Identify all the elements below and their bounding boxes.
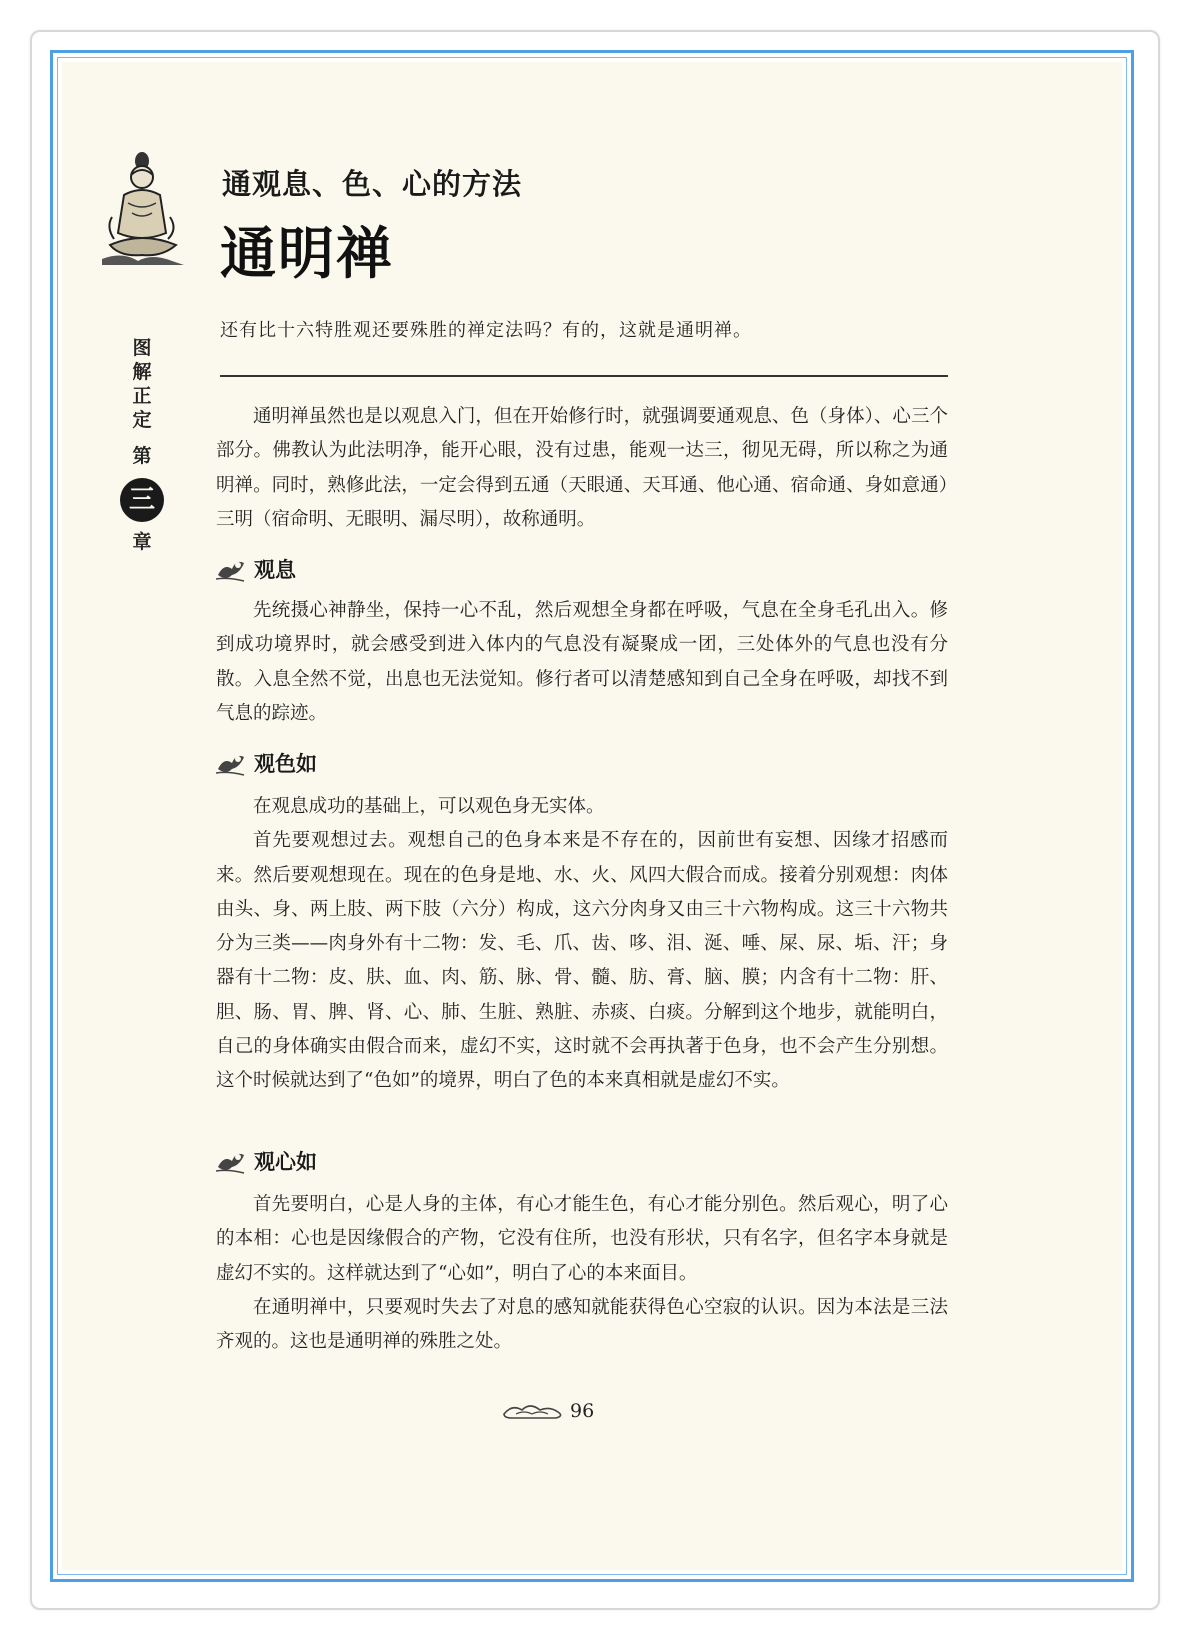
paragraph: 首先要明白，心是人身的主体，有心才能生色，有心才能分别色。然后观心，明了心的本相：心也是因缘假合的产物，它没有住所，也没有形状，只有名字，但名字本身就是虚幻不实的。这样就达到了“心如”，明白了心的本来面目。 — [216, 1194, 948, 1284]
section-subtitle: 通观息、色、心的方法 — [222, 167, 523, 201]
paragraph: 先统摄心神静坐，保持一心不乱，然后观想全身都在呼吸，气息在全身毛孔出入。修到成功境界时，就会感受到进入体内的气息没有凝聚成一团，三处体外的气息也没有分散。入息全然不觉，出息也无法觉知。修行者可以清楚感知到自己全身在呼吸，却找不到气息的踪迹。 — [216, 600, 948, 724]
book-page — [62, 62, 1122, 1570]
side-char: 章 — [132, 531, 152, 553]
page-title: 通明禅 — [220, 221, 394, 287]
side-char: 解 — [132, 361, 152, 383]
side-char: 正 — [132, 385, 152, 407]
side-char: 第 — [132, 445, 152, 467]
intro-question: 还有比十六特胜观还要殊胜的禅定法吗？有的，这就是通明禅。 — [220, 320, 752, 341]
paragraph-block — [216, 400, 948, 537]
paragraph: 在通明禅中，只要观时失去了对息的感知就能获得色心空寂的认识。因为本法是三法齐观的。这也是通明禅的殊胜之处。 — [216, 1296, 948, 1353]
lotus-icon — [214, 555, 248, 583]
lotus-icon — [214, 1147, 248, 1175]
section-heading — [214, 554, 296, 584]
paragraph: 在观息成功的基础上，可以观色身无实体。 — [253, 796, 605, 817]
section-heading-text: 观息 — [254, 558, 296, 582]
buddha-icon — [102, 147, 184, 267]
cloud-ornament-icon — [502, 1400, 566, 1422]
paragraph-block — [216, 594, 948, 731]
paragraph: 首先要观想过去。观想自己的色身本来是不存在的，因前世有妄想、因缘才招感而来。然后要观想现在。现在的色身是地、水、火、风四大假合而成。接着分别观想：肉体由头、身、两上肢、两下肢（六分）构成，这六分肉身又由三十六物构成。这三十六物共分为三类——肉身外有十二物：发、毛、爪、齿、哆、泪、涎、唾、屎、尿、垢、汗；身器有十二物：皮、肤、血、肉、筋、脉、骨、髓、肪、膏、脑、膜；内含有十二物：肝、胆、肠、胃、脾、肾、心、肺、生脏、熟脏、赤痰、白痰。分解到这个地步，就能明白，自己的身体确实由假合而来，虚幻不实，这时就不会再执著于色身，也不会产生分别想。这个时候就达到了“色如”的境界，明白了色的本来真相就是虚幻不实。 — [216, 830, 948, 1092]
lotus-icon — [214, 749, 248, 777]
paragraph: 通明禅虽然也是以观息入门，但在开始修行时，就强调要通观息、色（身体）、心三个部分。佛教认为此法明净，能开心眼，没有过患，能观一达三，彻见无碍，所以称之为通明禅。同时，熟修此法，一定会得到五通（天眼通、天耳通、他心通、宿命通、身如意通）三明（宿命明、无眼明、漏尽明），故称通明。 — [216, 406, 948, 530]
page-number — [502, 1400, 594, 1422]
divider — [220, 375, 948, 377]
side-char: 图 — [132, 337, 152, 359]
section-heading — [214, 748, 317, 778]
paragraph-block — [216, 790, 948, 1099]
side-char: 定 — [132, 409, 152, 431]
chapter-number-badge: 三 — [120, 478, 164, 522]
chapter-side-label — [124, 336, 160, 554]
paragraph-block — [216, 1188, 948, 1359]
section-heading-text: 观色如 — [254, 752, 317, 776]
section-heading — [214, 1146, 317, 1176]
section-heading-text: 观心如 — [254, 1150, 317, 1174]
page-number-text: 96 — [570, 1400, 595, 1422]
